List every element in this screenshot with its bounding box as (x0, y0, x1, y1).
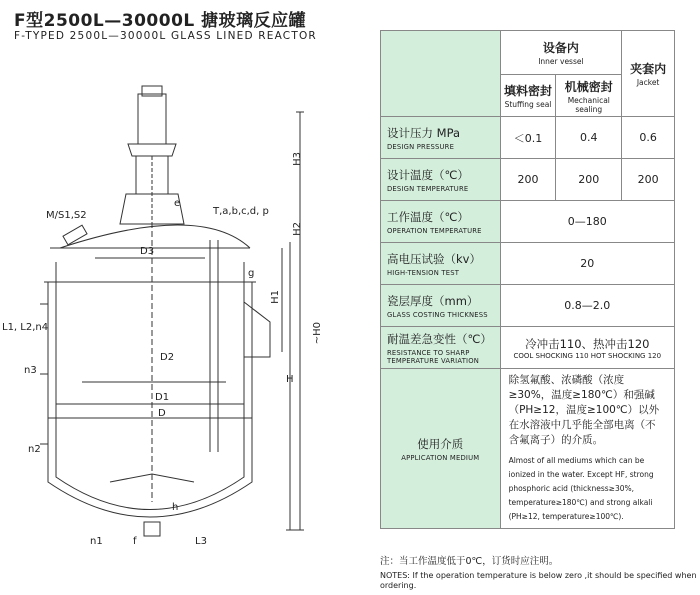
header-stuffing: 填料密封 Stuffing seal (500, 75, 556, 117)
note-en: NOTES: If the operation temperature is below zero ,it should be specified when ordering. (380, 571, 697, 590)
support-lug (244, 302, 270, 357)
gearbox (128, 144, 176, 156)
label-g: g (248, 268, 255, 279)
top-head (60, 225, 250, 248)
label-h3: H3 (292, 152, 303, 166)
label-d1: D1 (155, 392, 170, 403)
motor-body (138, 94, 166, 144)
label-d3: D3 (140, 246, 155, 257)
table-row: 设计压力 MPa DESIGN PRESSURE ＜0.1 0.4 0.6 (381, 117, 675, 159)
note-zh: 注：当工作温度低于0℃，订货时应注明。 (380, 556, 559, 567)
label-h: H (286, 374, 294, 385)
label-n3: n3 (24, 365, 37, 376)
header-vessel: 设备内 Inner vessel (500, 31, 622, 75)
header-blank (381, 31, 501, 117)
label-l3: L3 (195, 536, 207, 547)
label-d2: D2 (160, 352, 175, 363)
table-row: 工作温度（℃） OPERATION TEMPERATURE 0—180 (381, 201, 675, 243)
table-row: 高电压试验（kv） HIGH-TENSION TEST 20 (381, 243, 675, 285)
label-f: f (133, 536, 137, 547)
reactor-drawing-svg (0, 52, 380, 552)
bottom-outlet (144, 522, 160, 536)
header-jacket: 夹套内 Jacket (622, 31, 675, 117)
table-row: 设计温度（℃） DESIGN TEMPERATURE 200 200 200 (381, 159, 675, 201)
spec-table (380, 30, 675, 529)
label-tab: T,a,b,c,d, p (213, 206, 269, 217)
jacket-wall (48, 282, 252, 517)
page-title: F型2500L—30000L 搪玻璃反应罐 (14, 11, 307, 31)
notes (380, 556, 698, 591)
label-n1: n1 (90, 536, 103, 547)
table-row-medium: 使用介质 APPLICATION MEDIUM 除氢氟酸、浓磷酸（浓度≥30%，温度≥180℃）和强碱（PH≥12，温度≥100℃）以外在水溶液中几乎能全部电离（不含氟离子）的介质。 Almost of all mediums which can be ionized in the water. Except HF, strong phosphoric acid (thickness≥30%, temperature≥180℃) and strong alkali (PH≥12, temperature≥100℃). (381, 369, 675, 529)
table-row: 耐温差急变性（℃） RESISTANCE TO SHARP TEMPERATURE VARIATION 冷冲击110、热冲击120 COOL SHOCKING 110 HOT SHOCKING 120 (381, 327, 675, 369)
label-e: e (174, 198, 181, 209)
table-row: 瓷层厚度（mm） GLASS COSTING THICKNESS 0.8—2.0 (381, 285, 675, 327)
label-d: D (158, 408, 166, 419)
label-h2: H2 (292, 222, 303, 236)
header-mechanical: 机械密封 Mechanical sealing (556, 75, 622, 117)
manhole-nozzle (63, 225, 87, 245)
label-ms: M/S1,S2 (46, 210, 87, 221)
label-l1: L1, L2,n4 (2, 322, 49, 333)
vessel-wall (56, 262, 244, 510)
page-subtitle: F-TYPED 2500L—30000L GLASS LINED REACTOR (14, 30, 317, 42)
label-h1: H1 (270, 290, 281, 304)
label-n2: n2 (28, 444, 41, 455)
label-h0: ~H0 (312, 322, 323, 345)
label-h-small: h (172, 502, 179, 513)
reactor-drawing (0, 52, 380, 552)
